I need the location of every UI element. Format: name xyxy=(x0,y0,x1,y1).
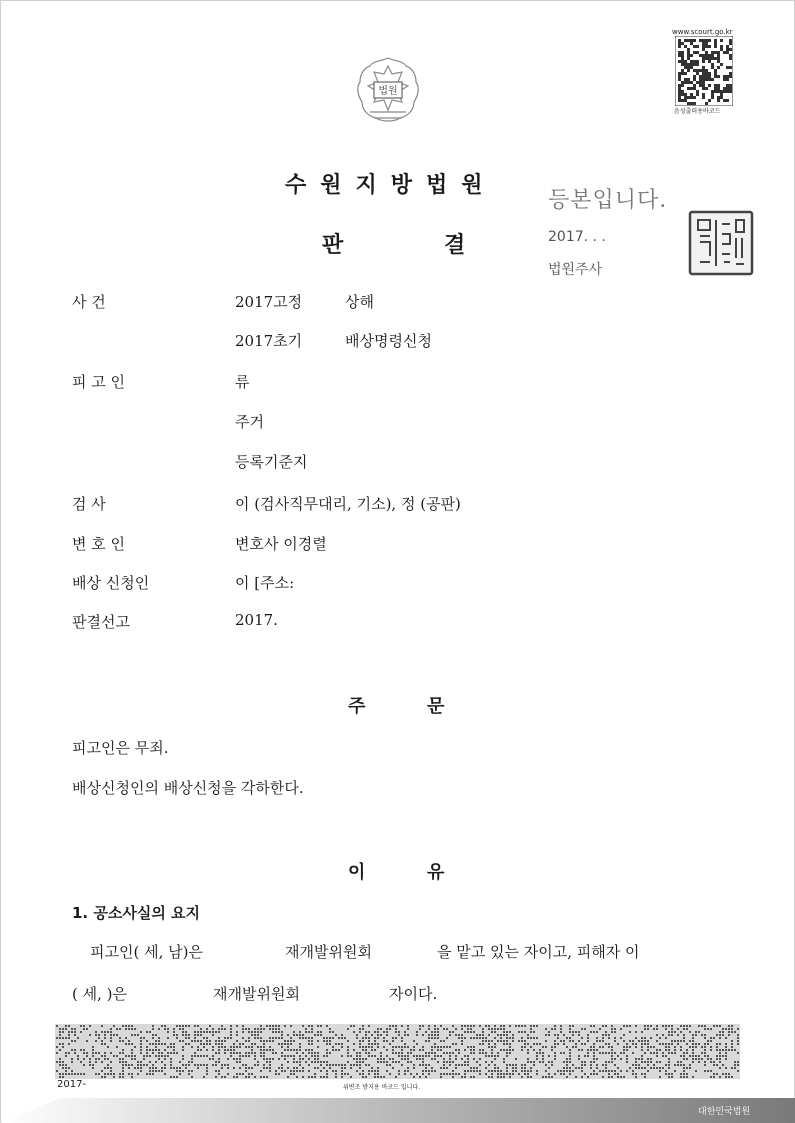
svg-text:법원: 법원 xyxy=(378,86,398,97)
counsel-value: 변호사 이경렬 xyxy=(235,535,327,553)
order-line-1: 피고인은 무죄. xyxy=(72,739,169,757)
document-title-left: 판 xyxy=(322,233,344,258)
reasons-para-2-c: 자이다. xyxy=(389,985,438,1003)
case-label: 사 건 xyxy=(72,293,106,311)
certified-copy-stamp-officer: 법원주사 xyxy=(548,262,603,278)
order-title-left: 주 xyxy=(348,696,366,717)
official-seal-icon xyxy=(688,210,754,276)
anti-forgery-barcode-icon xyxy=(55,1024,740,1079)
order-line-2: 배상신청인의 배상신청을 각하한다. xyxy=(72,779,304,797)
claimant-value: 이 [주소: xyxy=(235,574,295,592)
certified-copy-stamp-date: 2017. . . xyxy=(548,229,606,245)
document-number: 2017- xyxy=(57,1079,87,1090)
barcode-caption: 위변조 방지용 바코드 입니다. xyxy=(343,1084,421,1091)
reasons-para-2-a: ( 세, )은 xyxy=(72,985,127,1003)
reasons-title-right: 유 xyxy=(427,862,445,883)
order-title-right: 문 xyxy=(427,696,445,717)
verdict-date-label: 판결선고 xyxy=(72,613,130,631)
reasons-para-1-b: 재개발위원회 xyxy=(285,943,372,961)
address-label: 주거 xyxy=(235,413,264,431)
verdict-date-value: 2017. xyxy=(235,611,278,629)
document-title-right: 결 xyxy=(444,233,466,258)
case-number-1: 2017고정 xyxy=(235,293,303,311)
reasons-para-1-c: 을 맡고 있는 자이고, 피해자 이 xyxy=(437,943,640,961)
defendant-label: 피 고 인 xyxy=(72,373,126,391)
qr-url: www.scourt.go.kr xyxy=(672,28,733,36)
court-name: 수원지방법원 xyxy=(285,173,497,198)
certified-copy-stamp-text: 등본입니다. xyxy=(548,188,668,213)
prosecutor-value: 이 (검사직무대리, 기소), 정 (공판) xyxy=(235,495,461,513)
qr-code-icon xyxy=(675,36,733,106)
prosecutor-label: 검 사 xyxy=(72,495,106,513)
counsel-label: 변 호 인 xyxy=(72,535,126,553)
qr-caption: 음성출력용바코드 xyxy=(674,108,721,115)
issuer-label: 대한민국법원 xyxy=(698,1107,751,1117)
court-emblem-icon xyxy=(350,52,426,128)
case-number-2: 2017초기 xyxy=(235,332,303,350)
reasons-para-1-a: 피고인( 세, 남)은 xyxy=(90,943,203,961)
registry-label: 등록기준지 xyxy=(235,453,308,471)
defendant-name: 류 xyxy=(235,373,250,391)
reasons-heading-1: 1. 공소사실의 요지 xyxy=(72,904,201,922)
reasons-para-2-b: 재개발위원회 xyxy=(213,985,300,1003)
reasons-title-left: 이 xyxy=(348,862,366,883)
footer-band xyxy=(0,1098,795,1123)
claimant-label: 배상 신청인 xyxy=(72,574,150,592)
case-name-1: 상해 xyxy=(345,293,374,311)
case-name-2: 배상명령신청 xyxy=(345,332,432,350)
